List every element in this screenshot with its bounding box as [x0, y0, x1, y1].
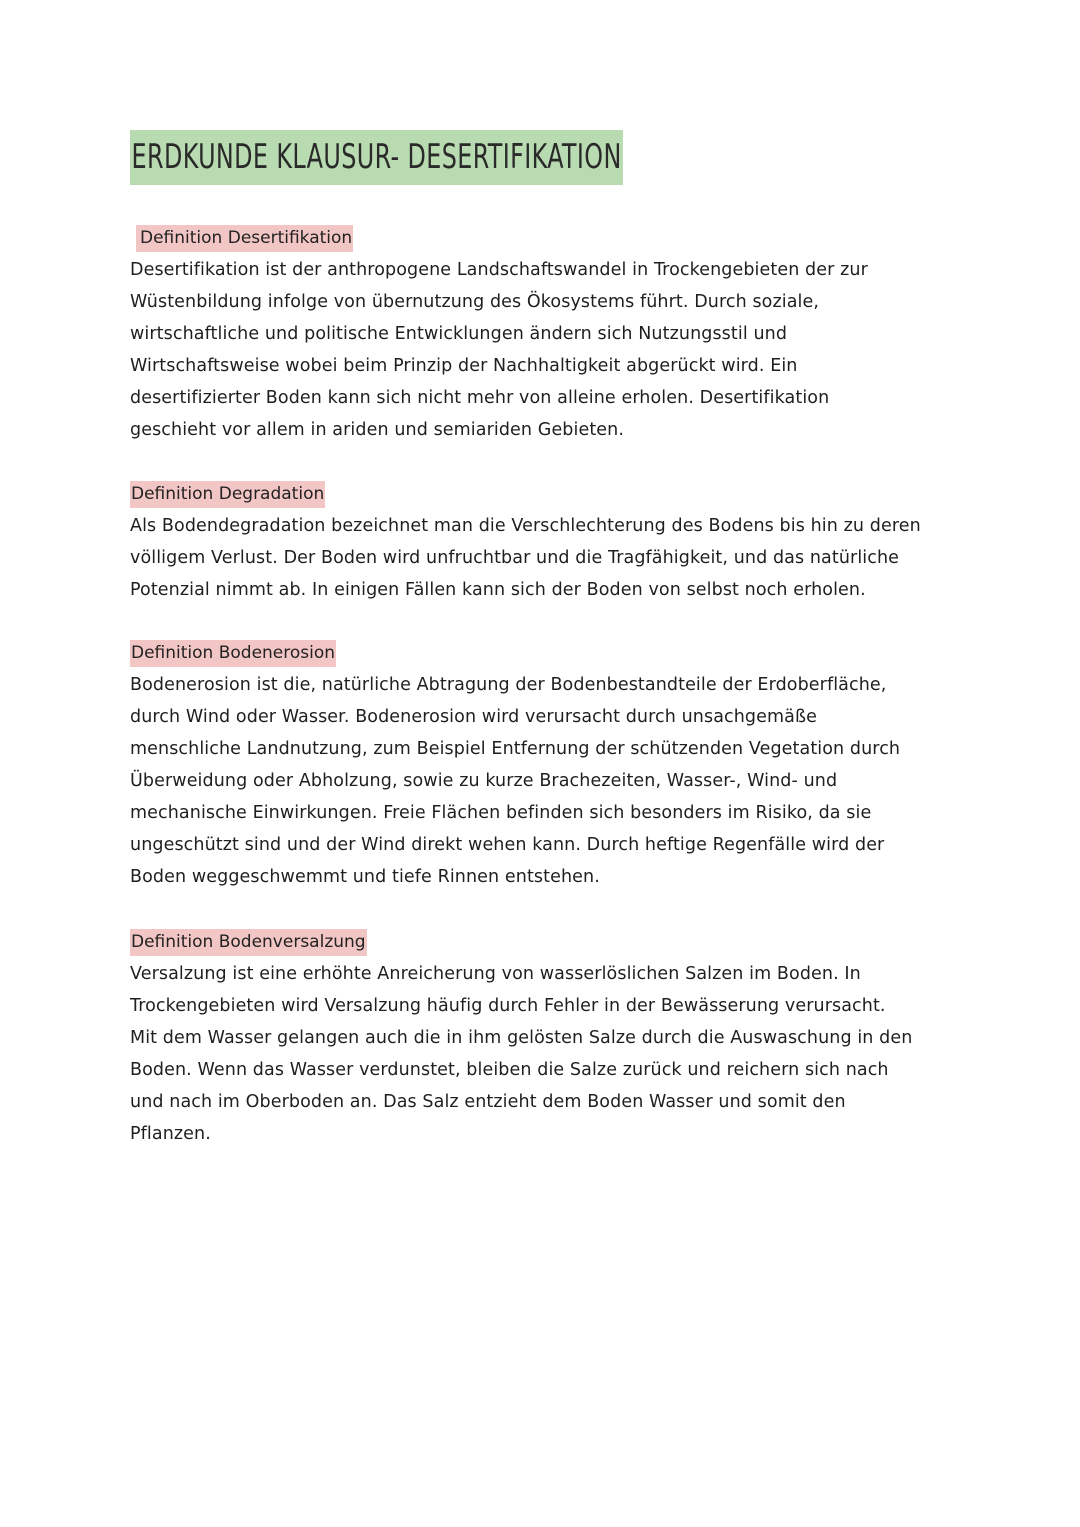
- text-line: durch Wind oder Wasser. Bodenerosion wird verursacht durch unsachgemäße: [130, 707, 817, 727]
- text-line: Versalzung ist eine erhöhte Anreicherung von wasserlöslichen Salzen im Boden. In: [130, 964, 861, 984]
- section-bodenversalzung: [130, 929, 950, 1150]
- text-line: menschliche Landnutzung, zum Beispiel Entfernung der schützenden Vegetation durch: [130, 739, 901, 759]
- text-line: Boden. Wenn das Wasser verdunstet, bleiben die Salze zurück und reichern sich nach: [130, 1060, 889, 1080]
- text-line: wirtschaftliche und politische Entwicklungen ändern sich Nutzungsstil und: [130, 324, 788, 344]
- text-line: Boden weggeschwemmt und tiefe Rinnen entstehen.: [130, 867, 600, 887]
- section-desertifikation: [130, 225, 950, 446]
- text-line: Bodenerosion ist die, natürliche Abtragung der Bodenbestandteile der Erdoberfläche,: [130, 675, 887, 695]
- text-line: und nach im Oberboden an. Das Salz entzieht dem Boden Wasser und somit den: [130, 1092, 846, 1112]
- section-heading: Definition Bodenerosion: [130, 640, 336, 667]
- section-heading: Definition Degradation: [130, 481, 325, 508]
- section-body: [130, 510, 950, 606]
- section-heading: Definition Bodenversalzung: [130, 929, 367, 956]
- text-line: Als Bodendegradation bezeichnet man die Verschlechterung des Bodens bis hin zu deren: [130, 516, 921, 536]
- section-degradation: [130, 481, 950, 606]
- section-bodenerosion: [130, 640, 950, 893]
- text-line: Pflanzen.: [130, 1124, 211, 1144]
- text-line: völligem Verlust. Der Boden wird unfruchtbar und die Tragfähigkeit, und das natürliche: [130, 548, 900, 568]
- section-heading: Definition Desertifikation: [136, 225, 353, 252]
- section-body: [130, 958, 950, 1150]
- text-line: Wirtschaftsweise wobei beim Prinzip der Nachhaltigkeit abgerückt wird. Ein: [130, 356, 798, 376]
- section-body: [130, 669, 950, 893]
- text-line: Mit dem Wasser gelangen auch die in ihm gelösten Salze durch die Auswaschung in den: [130, 1028, 913, 1048]
- text-line: mechanische Einwirkungen. Freie Flächen befinden sich besonders im Risiko, da sie: [130, 803, 872, 823]
- text-line: geschieht vor allem in ariden und semiariden Gebieten.: [130, 420, 625, 440]
- text-line: Wüstenbildung infolge von übernutzung des Ökosystems führt. Durch soziale,: [130, 292, 820, 312]
- page-title: ERDKUNDE KLAUSUR- DESERTIFIKATION: [130, 130, 623, 185]
- text-line: Trockengebieten wird Versalzung häufig durch Fehler in der Bewässerung verursacht.: [130, 996, 886, 1016]
- text-line: desertifizierter Boden kann sich nicht mehr von alleine erholen. Desertifikation: [130, 388, 830, 408]
- text-line: Desertifikation ist der anthropogene Landschaftswandel in Trockengebieten der zur: [130, 260, 868, 280]
- text-line: ungeschützt sind und der Wind direkt wehen kann. Durch heftige Regenfälle wird der: [130, 835, 885, 855]
- text-line: Potenzial nimmt ab. In einigen Fällen kann sich der Boden von selbst noch erholen.: [130, 580, 866, 600]
- text-line: Überweidung oder Abholzung, sowie zu kurze Brachezeiten, Wasser-, Wind- und: [130, 771, 838, 791]
- section-body: [130, 254, 950, 446]
